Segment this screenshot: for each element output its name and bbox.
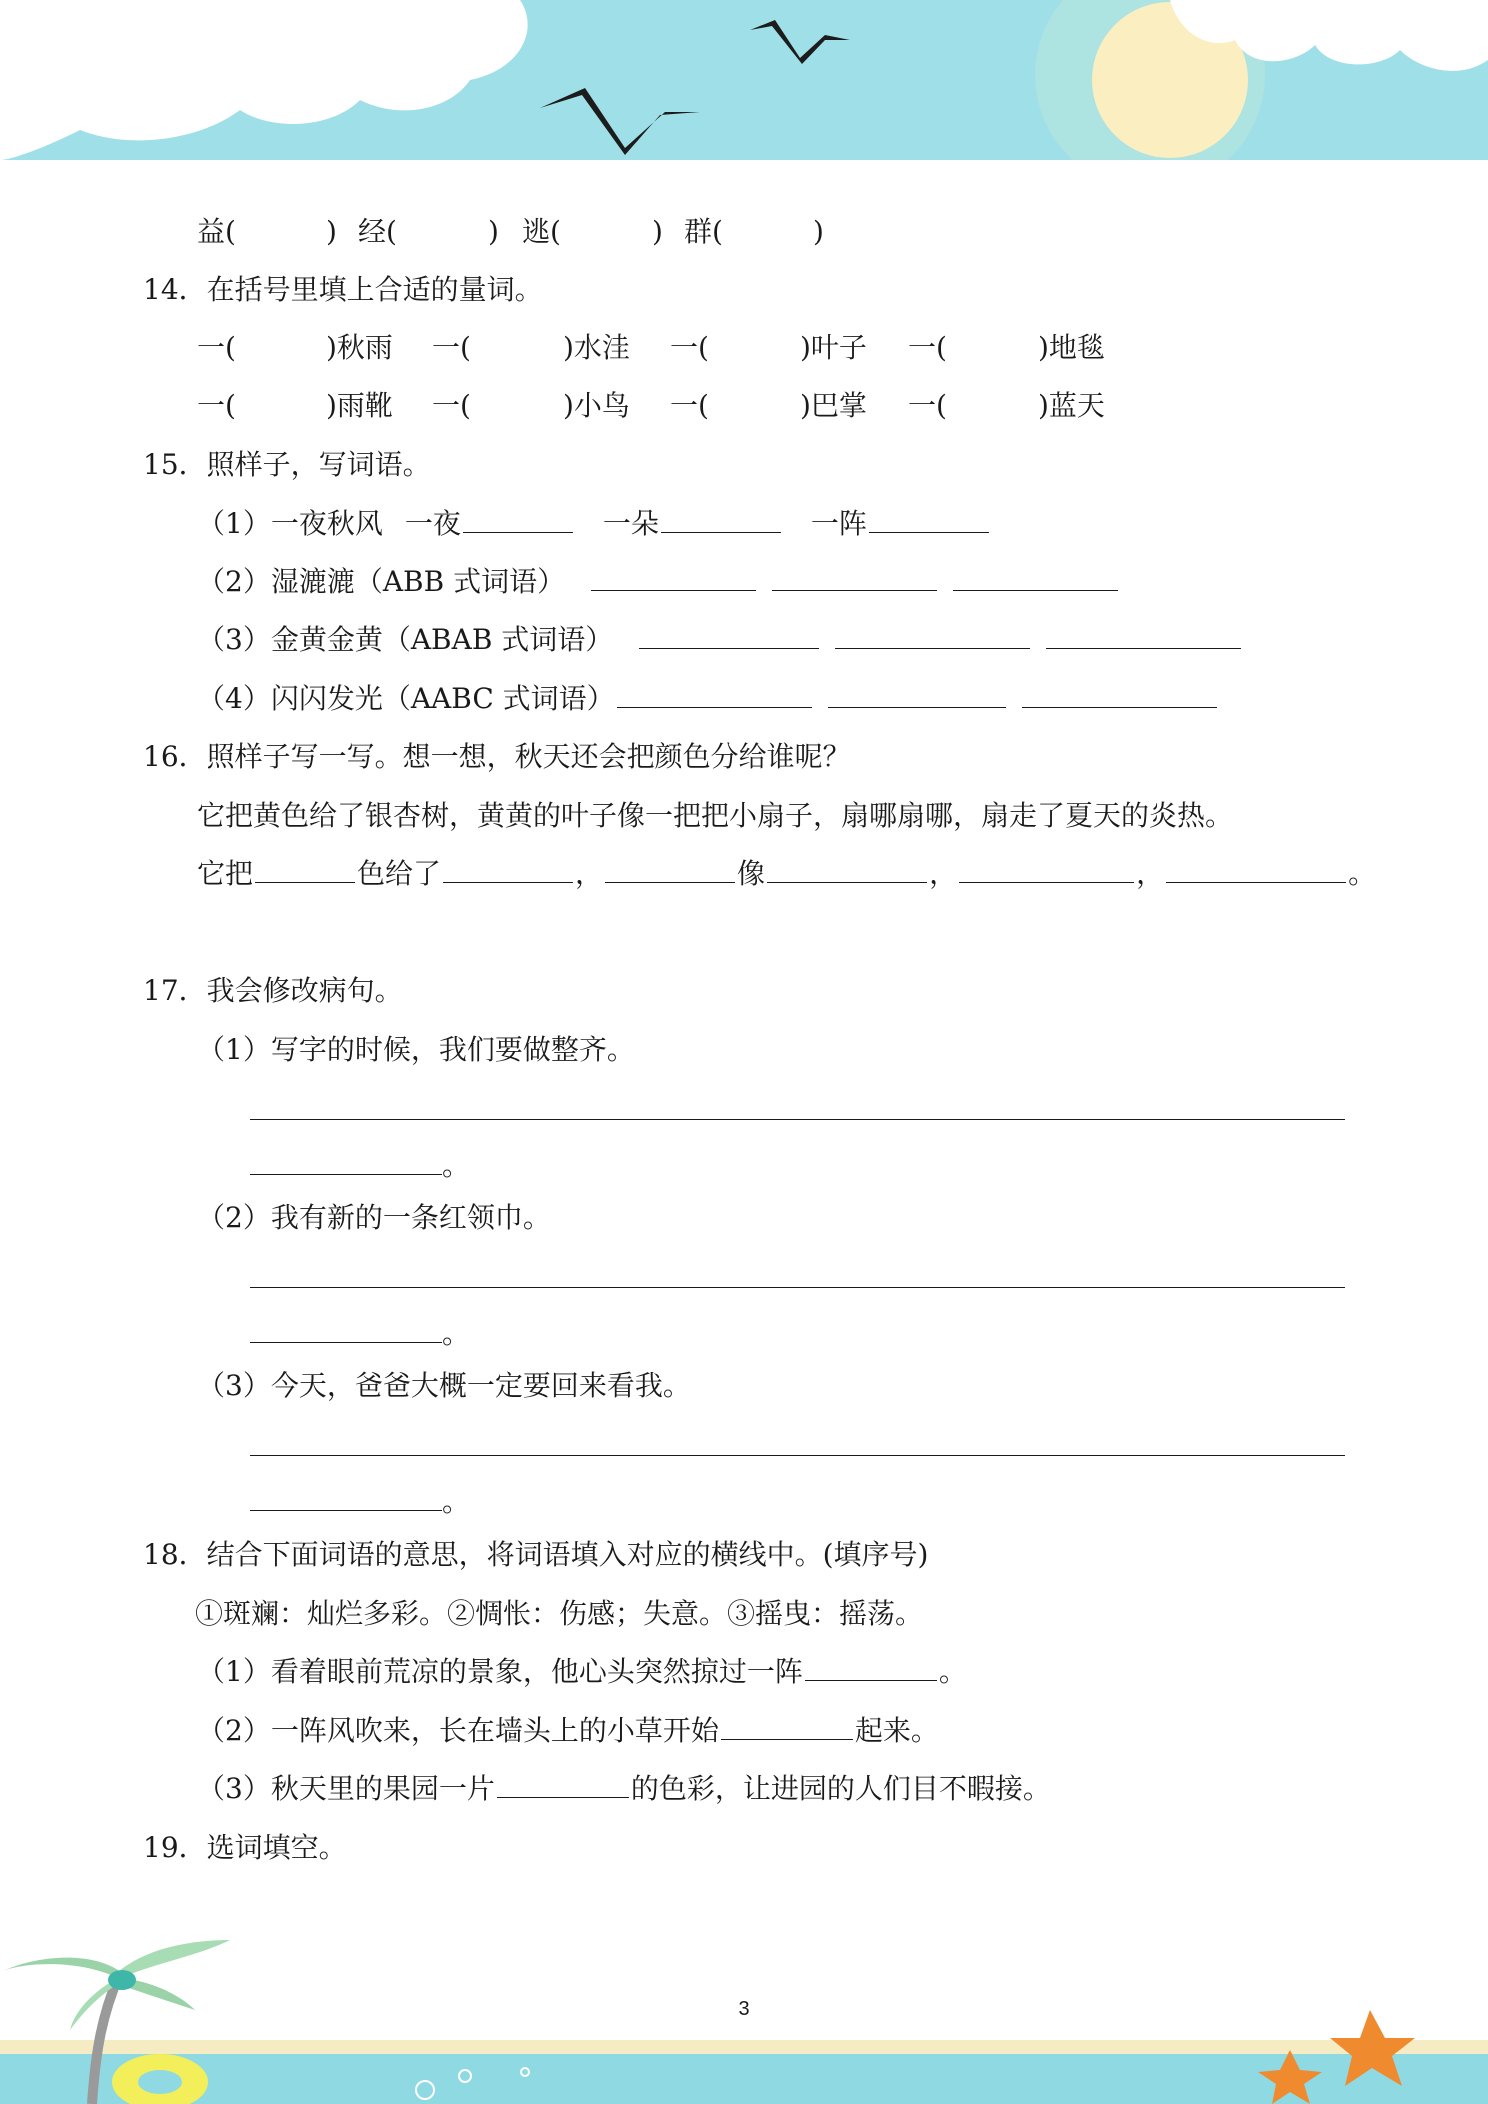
coconut-icon (108, 1970, 136, 1990)
q18-word-list: ①斑斓：灿烂多彩。②惆怅：伤感；失意。③摇曳：摇荡。 (195, 1597, 924, 1630)
answer-blank[interactable] (463, 504, 573, 533)
answer-blank[interactable] (443, 854, 573, 883)
q16-title: 16．照样子写一写。想一想，秋天还会把颜色分给谁呢？ (143, 740, 851, 773)
answer-blank[interactable] (497, 1769, 629, 1798)
sea-strip (0, 2054, 1488, 2104)
q17-sentence-2: （2）我有新的一条红领巾。 (197, 1201, 551, 1234)
q15-line-2: （2）湿漉漉（ABB 式词语） (197, 562, 1120, 602)
page-number: 3 (738, 1998, 750, 2020)
q19-title: 19．选词填空。 (143, 1831, 347, 1864)
answer-blank[interactable] (1166, 854, 1346, 883)
q17-answer-3-end: 。 (250, 1482, 470, 1522)
sand-strip (0, 2040, 1488, 2054)
answer-blank[interactable] (639, 620, 819, 649)
q17-sentence-3: （3）今天，爸爸大概一定要回来看我。 (197, 1369, 691, 1402)
q16-example: 它把黄色给了银杏树，黄黄的叶子像一把把小扇子，扇哪扇哪，扇走了夏天的炎热。 (197, 799, 1234, 832)
answer-blank[interactable] (1046, 620, 1241, 649)
q18-sentence-2: （2）一阵风吹来，长在墙头上的小草开始 起来。 (197, 1711, 939, 1751)
q18-sentence-1: （1）看着眼前荒凉的景象，他心头突然掠过一阵 。 (197, 1652, 967, 1692)
q18-title: 18．结合下面词语的意思，将词语填入对应的横线中。(填序号) (143, 1538, 929, 1571)
answer-blank[interactable] (869, 504, 989, 533)
answer-blank[interactable] (959, 854, 1134, 883)
answer-blank[interactable] (250, 1482, 442, 1511)
answer-blank[interactable] (772, 562, 937, 591)
answer-blank[interactable] (250, 1146, 442, 1175)
q17-title: 17．我会修改病句。 (143, 974, 403, 1007)
answer-line[interactable] (250, 1287, 1345, 1288)
answer-blank[interactable] (828, 679, 1006, 708)
palm-leaf-icon (5, 1958, 118, 1978)
q15-line-4: （4）闪闪发光（AABC 式词语） (197, 679, 1219, 719)
answer-blank[interactable] (605, 854, 735, 883)
answer-blank[interactable] (591, 562, 756, 591)
q15-title: 15．照样子，写词语。 (143, 448, 431, 481)
q15-line-1: （1）一夜秋风 一夜 一朵 一阵 (197, 504, 991, 544)
answer-blank[interactable] (953, 562, 1118, 591)
answer-blank[interactable] (767, 854, 927, 883)
answer-line[interactable] (250, 1119, 1345, 1120)
answer-line[interactable] (250, 1455, 1345, 1456)
answer-blank[interactable] (250, 1314, 442, 1343)
answer-blank[interactable] (835, 620, 1030, 649)
palm-leaf-icon (118, 1940, 230, 1978)
answer-blank[interactable] (617, 679, 812, 708)
q15-line-3: （3）金黄金黄（ABAB 式词语） (197, 620, 1243, 660)
q17-sentence-1: （1）写字的时候，我们要做整齐。 (197, 1033, 635, 1066)
q18-sentence-3: （3）秋天里的果园一片 的色彩，让进园的人们目不暇接。 (197, 1769, 1051, 1809)
answer-blank[interactable] (661, 504, 781, 533)
q17-answer-2-end: 。 (250, 1314, 470, 1354)
header-sky-banner (0, 0, 1488, 170)
q16-template: 它把 色给了 ， 像 ， ， 。 (197, 854, 1376, 894)
answer-blank[interactable] (721, 1711, 853, 1740)
q17-answer-1-end: 。 (250, 1146, 470, 1186)
answer-blank[interactable] (1022, 679, 1217, 708)
answer-blank[interactable] (255, 854, 355, 883)
answer-blank[interactable] (805, 1652, 937, 1681)
q14-title: 14．在括号里填上合适的量词。 (143, 273, 543, 306)
